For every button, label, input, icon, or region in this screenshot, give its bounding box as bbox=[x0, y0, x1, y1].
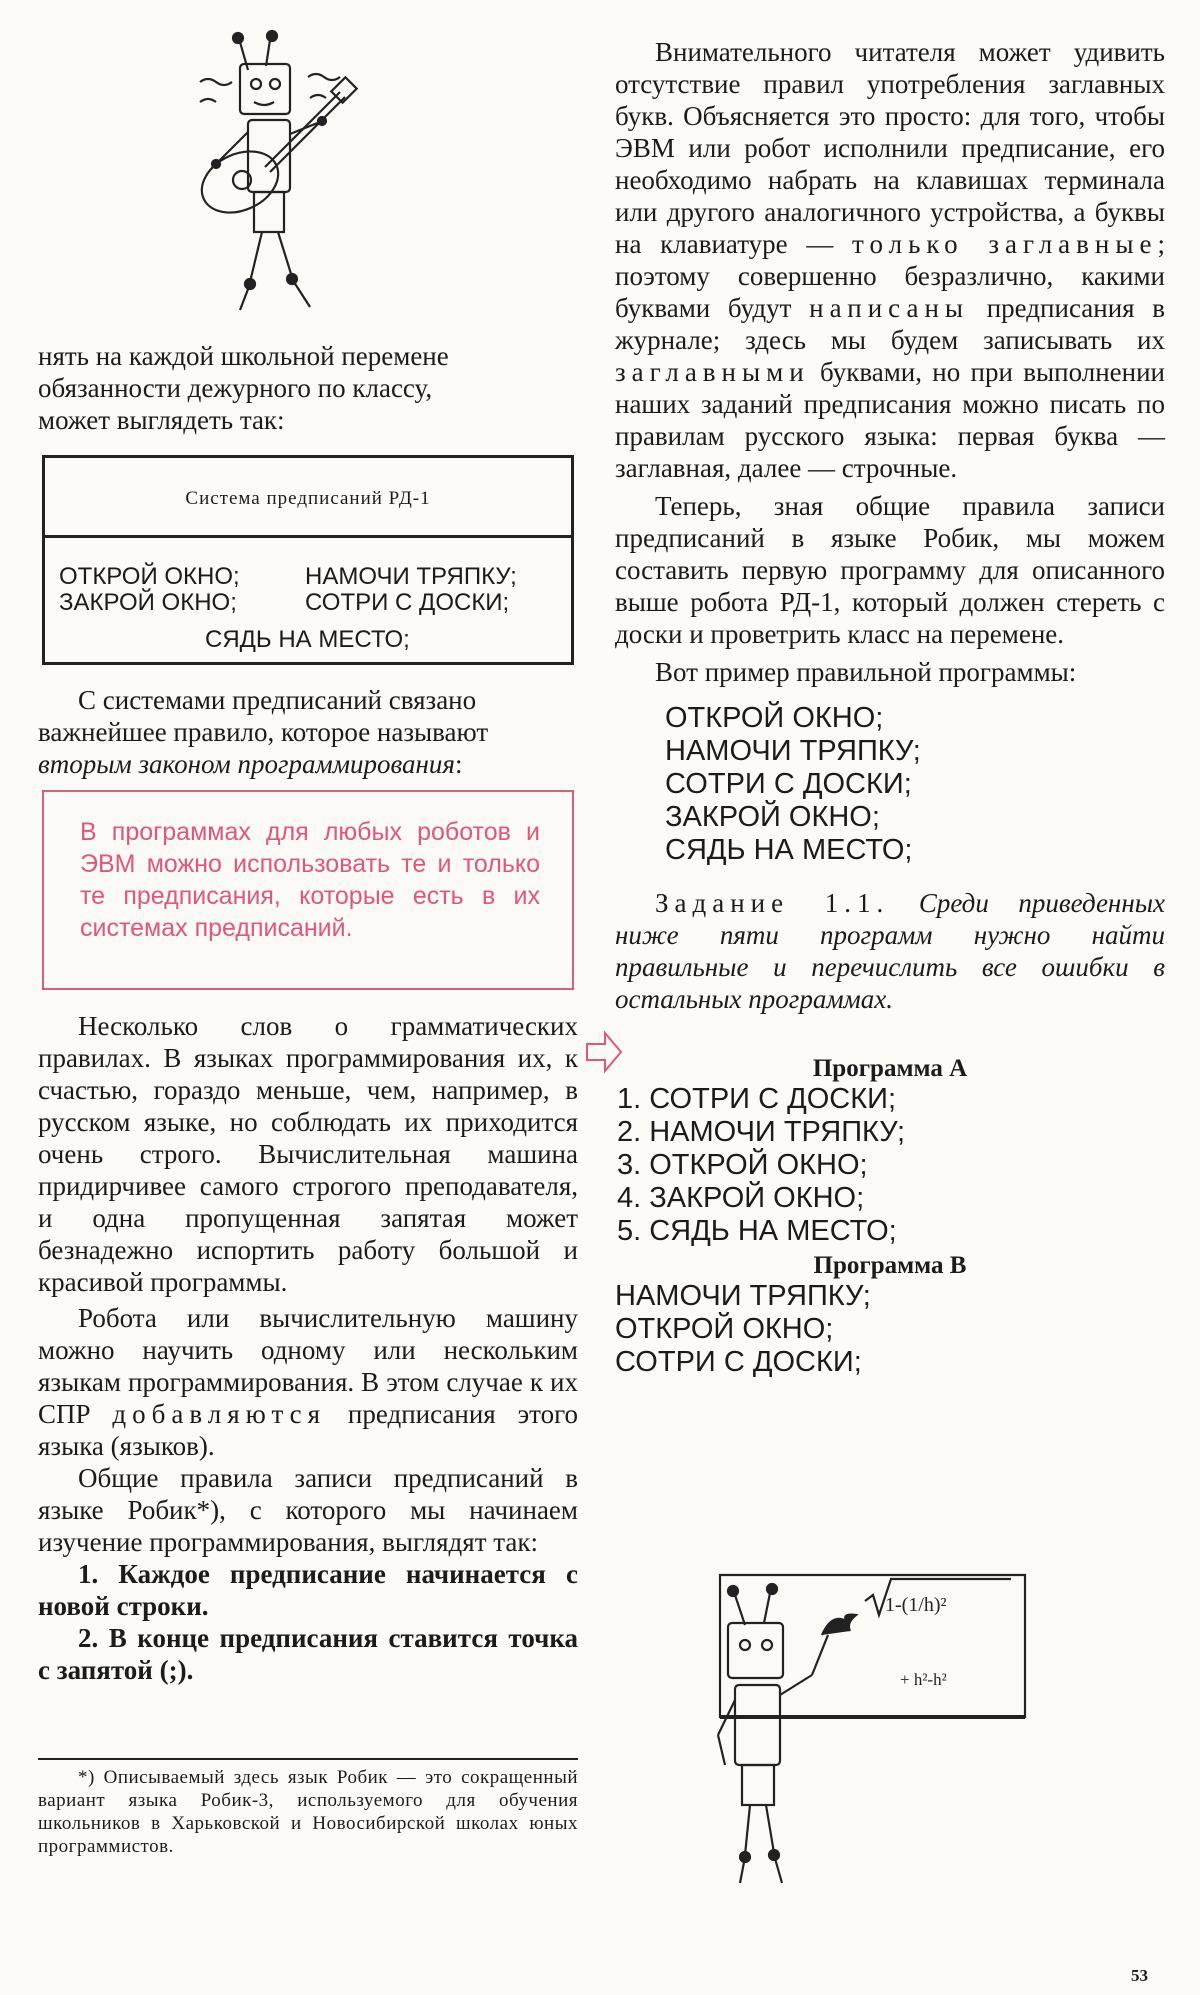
system-box-divider bbox=[45, 535, 571, 538]
task-label: Задание 1.1. bbox=[655, 888, 890, 918]
program-line: ЗАКРОЙ ОКНО; bbox=[665, 801, 880, 833]
system-command: ЗАКРОЙ ОКНО; bbox=[59, 589, 237, 616]
program-a bbox=[617, 1083, 1165, 1248]
program-b bbox=[615, 1280, 1165, 1379]
program-a-title: Программа А bbox=[812, 1055, 968, 1082]
system-box bbox=[42, 455, 574, 665]
program-a-line: 4. ЗАКРОЙ ОКНО; bbox=[617, 1182, 865, 1214]
teach-paragraph: Робота или вычислительную машину можно научить одному или нескольким языкам программирования. В этом случае к их СПР bbox=[38, 1303, 578, 1429]
program-b-line: ОТКРОЙ ОКНО; bbox=[615, 1313, 834, 1345]
program-line: СЯДЬ НА МЕСТО; bbox=[665, 834, 913, 866]
system-command: ОТКРОЙ ОКНО; bbox=[59, 563, 240, 590]
program-b-line: СОТРИ С ДОСКИ; bbox=[615, 1346, 862, 1378]
example-program bbox=[665, 702, 1165, 867]
law-line: С системами предписаний связано bbox=[78, 685, 477, 715]
teach-spaced-word: добавляются bbox=[112, 1399, 326, 1429]
system-command: СОТРИ С ДОСКИ; bbox=[305, 589, 510, 616]
second-law-term: вторым законом программирования bbox=[38, 749, 455, 779]
teach-paragraph-end: предписания этого языка (языков). bbox=[38, 1399, 579, 1461]
second-law-rule-text: В программах для любых роботов и ЭВМ можно использовать те и только те предписания, которые есть в их системах предписаний. bbox=[80, 818, 540, 942]
footnote-divider bbox=[38, 1758, 578, 1760]
law-colon: : bbox=[454, 749, 463, 779]
example-intro: Вот пример правильной программы: bbox=[655, 657, 1077, 687]
intro-line: обязанности дежурного по классу, bbox=[38, 373, 433, 403]
capitals-spaced: написаны bbox=[809, 293, 970, 323]
formula-extra: + h²-h² bbox=[900, 1670, 947, 1689]
program-a-line: 3. ОТКРОЙ ОКНО; bbox=[617, 1149, 868, 1181]
second-law-rule-box bbox=[42, 790, 574, 990]
footnote: *) Описываемый здесь язык Робик — это сокращенный вариант языка Робик-3, используемого для обучения школьников в Харьковской и Новосибирской школах юных программистов. bbox=[38, 1767, 578, 1857]
law-line: важнейшее правило, которое называют bbox=[38, 717, 489, 747]
capitals-paragraph: Внимательного читателя может удивить отсутствие правил употребления заглавных букв. Объясняется это просто: для того, чтобы ЭВМ или робот исполнили предписание, его необходимо набрать на клавишах терминала или другого аналогичного устройства, а буквы на клавиатуре — bbox=[615, 37, 1165, 259]
task-text: Среди приведенных ниже пяти программ нужно найти правильные и перечислить все ошибки в остальных программах. bbox=[615, 888, 1165, 1014]
grammar-paragraph: Несколько слов о грамматических правилах. В языках программирования их, к счастью, гораздо меньше, чем, например, в русском языке, но соблюдать их приходится очень строго. Вычислительная машина придирчивее самого строгого преподавателя, и одна пропущенная запятая может безнадежно испортить работу большой и красивой программы. bbox=[38, 1011, 578, 1297]
robot-guitar-illustration bbox=[170, 22, 430, 322]
robot-blackboard-illustration bbox=[700, 1565, 1040, 1895]
page-number: 53 bbox=[1131, 1966, 1148, 1985]
program-b-line: НАМОЧИ ТРЯПКУ; bbox=[615, 1280, 871, 1312]
program-line: СОТРИ С ДОСКИ; bbox=[665, 768, 912, 800]
capitals-paragraph-b: ; поэтому совершенно безразлично, какими буквами будут bbox=[615, 229, 1165, 323]
system-command: НАМОЧИ ТРЯПКУ; bbox=[305, 563, 517, 590]
intro-line: нять на каждой школьной перемене bbox=[38, 341, 449, 371]
program-b-title: Программа В bbox=[813, 1252, 967, 1279]
capitals-spaced: только заглавные bbox=[852, 229, 1158, 259]
rule-1: 1. Каждое предписание начинается с новой строки. bbox=[38, 1559, 578, 1621]
capitals-paragraph-c: предписания в журнале; здесь мы будем записывать их bbox=[615, 293, 1165, 355]
program-intro: Теперь, зная общие правила записи предписаний в языке Робик, мы можем составить первую программу для описанного выше робота РД-1, который должен стереть с доски и проветрить класс на перемене. bbox=[615, 491, 1165, 649]
formula-root: 1-(1/h)² bbox=[885, 1594, 947, 1616]
system-box-caption: Система предписаний РД-1 bbox=[185, 488, 431, 509]
capitals-paragraph-d: буквами, но при выполнении наших заданий предписания можно писать по правилам русского языка: первая буква — заглавная, далее — строчные. bbox=[615, 357, 1165, 483]
rules-paragraph: Общие правила записи предписаний в языке Робик*), с которого мы начинаем изучение программирования, выглядят так: bbox=[38, 1463, 578, 1557]
program-line: НАМОЧИ ТРЯПКУ; bbox=[665, 735, 921, 767]
program-line: ОТКРОЙ ОКНО; bbox=[665, 702, 884, 734]
capitals-spaced: заглавными bbox=[615, 357, 810, 387]
rule-2: 2. В конце предписания ставится точка с запятой (;). bbox=[38, 1623, 578, 1685]
program-a-line: 2. НАМОЧИ ТРЯПКУ; bbox=[617, 1116, 906, 1148]
intro-line: может выглядеть так: bbox=[38, 405, 285, 435]
system-command: СЯДЬ НА МЕСТО; bbox=[205, 626, 410, 653]
program-a-line: 1. СОТРИ С ДОСКИ; bbox=[617, 1083, 896, 1115]
program-a-line: 5. СЯДЬ НА МЕСТО; bbox=[617, 1215, 897, 1247]
